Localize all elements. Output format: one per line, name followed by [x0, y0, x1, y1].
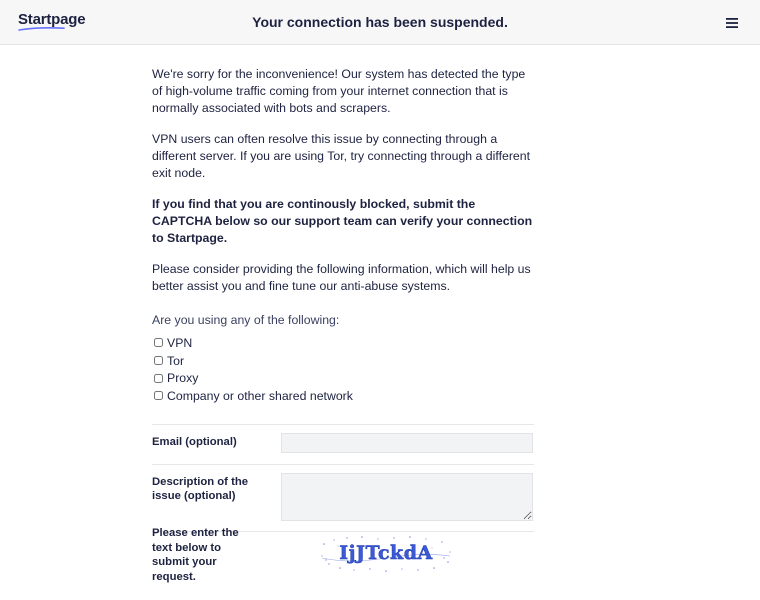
email-label: Email (optional): [152, 435, 237, 448]
option-shared-network[interactable]: [152, 387, 534, 405]
option-label: Tor: [167, 353, 185, 368]
option-label: Proxy: [167, 371, 199, 386]
option-tor[interactable]: [152, 352, 534, 370]
startpage-logo[interactable]: Startpage: [18, 11, 86, 28]
option-vpn[interactable]: [152, 334, 534, 352]
vpn-checkbox[interactable]: [154, 338, 163, 347]
page-title: Your connection has been suspended.: [252, 14, 508, 30]
captcha-label: Please enter the text below to submit your request.: [152, 527, 239, 583]
main-content: [152, 66, 534, 532]
top-bar: [0, 0, 760, 45]
description-label: Description of the issue (optional): [152, 475, 249, 503]
proxy-checkbox[interactable]: [154, 374, 163, 383]
option-label: VPN: [167, 335, 193, 350]
info-request-paragraph: Please consider providing the following information, which will help us better assist you and fine tune our anti-abuse systems.: [152, 262, 531, 293]
tor-checkbox[interactable]: [154, 356, 163, 365]
option-label: Company or other shared network: [167, 388, 353, 403]
description-textarea[interactable]: [281, 473, 533, 521]
email-row: [152, 425, 534, 464]
captcha-image: [320, 534, 452, 574]
shared-network-checkbox[interactable]: [154, 391, 163, 400]
captcha-text: IjJTckdA: [339, 542, 433, 564]
option-proxy[interactable]: [152, 369, 534, 387]
hamburger-menu-icon[interactable]: [723, 15, 741, 31]
captcha-instruction-paragraph: If you find that you are continously blocked, submit the CAPTCHA below so our support team can verify your connection to Startpage.: [152, 197, 533, 245]
description-row: [152, 465, 534, 531]
email-input[interactable]: [281, 433, 533, 453]
usage-question: Are you using any of the following:: [152, 313, 340, 327]
intro-paragraph: We're sorry for the inconvenience! Our system has detected the type of high-volume traffic coming from your internet connection that is normally associated with bots and scrapers.: [152, 67, 526, 115]
vpn-tor-paragraph: VPN users can often resolve this issue by connecting through a different server. If you are using Tor, try connecting through a different exit node.: [152, 132, 531, 180]
